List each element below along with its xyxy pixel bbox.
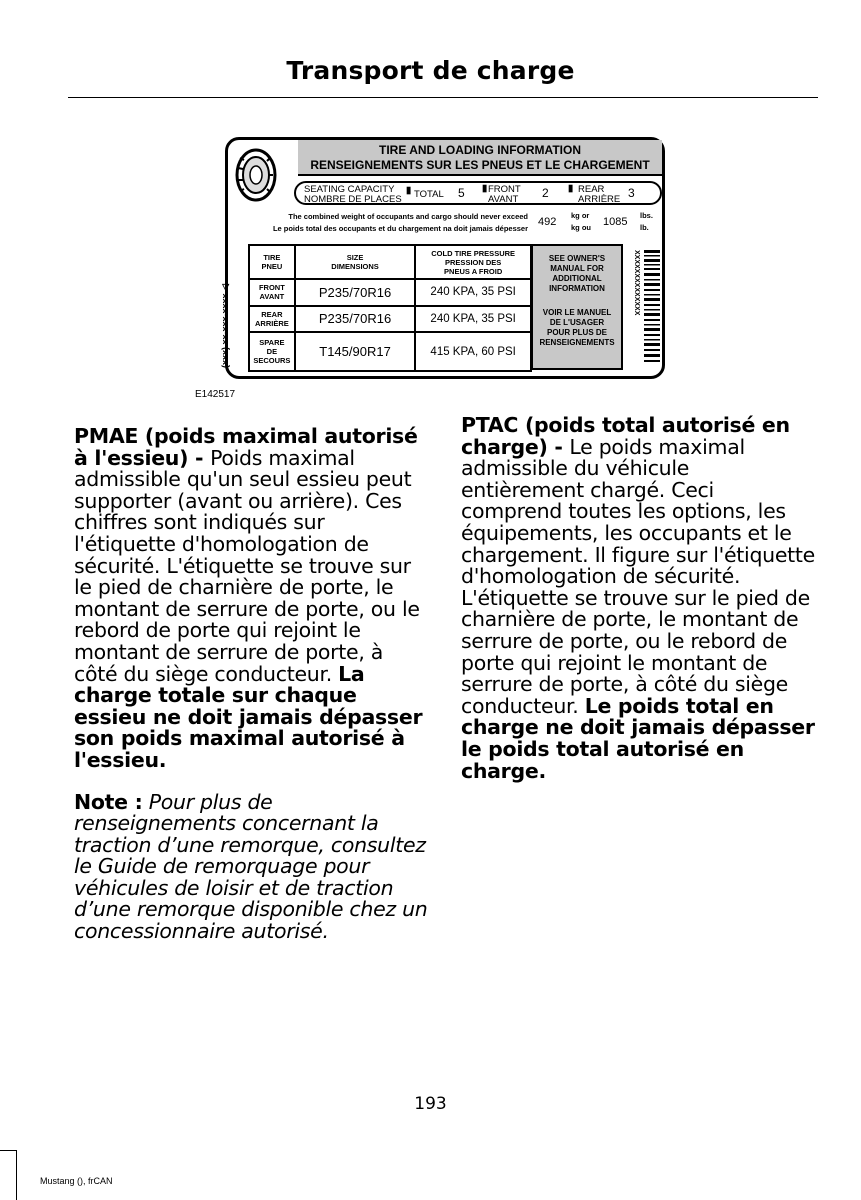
figure-reference: E142517 — [195, 389, 236, 400]
tire-icon — [234, 148, 280, 202]
lbs-units: lbs. lb. — [640, 211, 653, 232]
rear-value: 3 — [628, 186, 635, 200]
pmae-paragraph — [74, 426, 430, 772]
front-value: 2 — [542, 186, 549, 200]
seating-fr: NOMBRE DE PLACES — [304, 194, 402, 205]
left-column — [74, 426, 430, 943]
rear-fr: ARRIÈRE — [578, 194, 621, 205]
table-row: FRONT AVANT P235/70R16 240 KPA, 35 PSI — [249, 279, 531, 306]
tire-loading-label — [220, 137, 665, 379]
front-fr: AVANT — [488, 194, 519, 205]
crop-mark — [16, 1150, 17, 1200]
page-number: 193 — [414, 1094, 447, 1114]
weight-statement — [258, 211, 528, 235]
table-row: SPARE DE SECOURS T145/90R17 415 KPA, 60 PSI — [249, 332, 531, 371]
col-pressure-header: COLD TIRE PRESSURE PRESSION DES PNEUS A FROID — [415, 245, 531, 279]
note-label: Note : — [74, 789, 143, 814]
ptac-warning: Le poids total en charge ne doit jamais dépasser le poids total autorisé en charge. — [461, 693, 815, 783]
tire-table — [248, 244, 532, 372]
right-column — [461, 415, 817, 782]
weight-en: The combined weight of occupants and cargo should never exceed — [288, 212, 528, 221]
total-value: 5 — [458, 186, 465, 200]
side-code: (xxx) xx-xxx-xxxx ◁ — [220, 284, 230, 368]
note-paragraph — [74, 789, 430, 944]
seating-en: SEATING CAPACITY — [304, 184, 395, 195]
table-row: REAR ARRIÈRE P235/70R16 240 KPA, 35 PSI — [249, 306, 531, 333]
label-header — [298, 140, 662, 176]
weight-lbs: 1085 — [603, 216, 628, 228]
ptac-body: Le poids maximal admissible du véhicule entièrement chargé. Ceci comprend toutes les options, les équipements, les occupants et le chargement. Il figure sur l'étiquette d'homologation de sécurité. L'étiquette se trouve sur le pied de charnière de porte, le montant de serrure de porte, ou le rebord de porte qui rejoint le montant de serrure de porte, à côté du siège conducteur. — [461, 434, 815, 718]
pmae-term: PMAE (poids maximal autorisé à l'essieu) - — [74, 424, 418, 470]
seating-capacity-row: SEATING CAPACITY NOMBRE DE PLACES ▮ TOTAL 5 ▮ FRONT AVANT 2 ▮ REAR ARRIÈRE 3 — [294, 181, 662, 205]
label-title-en: TIRE AND LOADING INFORMATION — [379, 143, 581, 157]
label-title-fr: RENSEIGNEMENTS SUR LES PNEUS ET LE CHARGEMENT — [310, 158, 650, 172]
ptac-term: PTAC (poids total autorisé en charge) - — [461, 413, 790, 459]
col-tire-header: TIRE PNEU — [249, 245, 295, 279]
rear-en: REAR — [578, 184, 605, 195]
weight-fr: Le poids total des occupants et du chargement na doit jamais dépesser — [272, 224, 528, 233]
weight-kg: 492 — [538, 216, 557, 228]
title-divider — [68, 97, 818, 98]
crop-mark — [0, 1150, 16, 1151]
total-label: TOTAL — [414, 189, 444, 200]
kg-units: kg or kg ou — [571, 211, 591, 232]
barcode-code: XXXXXXXXXXXXXX — [633, 250, 640, 316]
pmae-body: Poids maximal admissible qu'un seul essieu peut supporter (avant ou arrière). Ces chiffres sont indiqués sur l'étiquette d'homologation de sécurité. L'étiquette se trouve sur le pied de charnière de porte, le montant de serrure de porte, ou le rebord de porte qui rejoint le montant de serrure de porte, à côté du siège conducteur. — [74, 445, 420, 686]
footer-text: Mustang (), frCAN — [40, 1176, 113, 1186]
pmae-warning: La charge totale sur chaque essieu ne doit jamais dépasser son poids maximal autorisé à l'essieu. — [74, 661, 423, 772]
note-text: Pour plus de renseignements concernant la traction d’une remorque, consultez le Guide de remorquage pour véhicules de loisir et de traction d’une remorque disponible chez un concessionnaire autorisé. — [74, 789, 428, 944]
ptac-paragraph — [461, 415, 817, 782]
owner-manual-box: SEE OWNER'S MANUAL FOR ADDITIONAL INFORMATION VOIR LE MANUEL DE L'USAGER POUR PLUS DE RENSEIGNEMENTS — [531, 244, 623, 370]
front-en: FRONT — [488, 184, 521, 195]
page-title: Transport de charge — [286, 56, 575, 85]
col-size-header: SIZE DIMENSIONS — [295, 245, 416, 279]
